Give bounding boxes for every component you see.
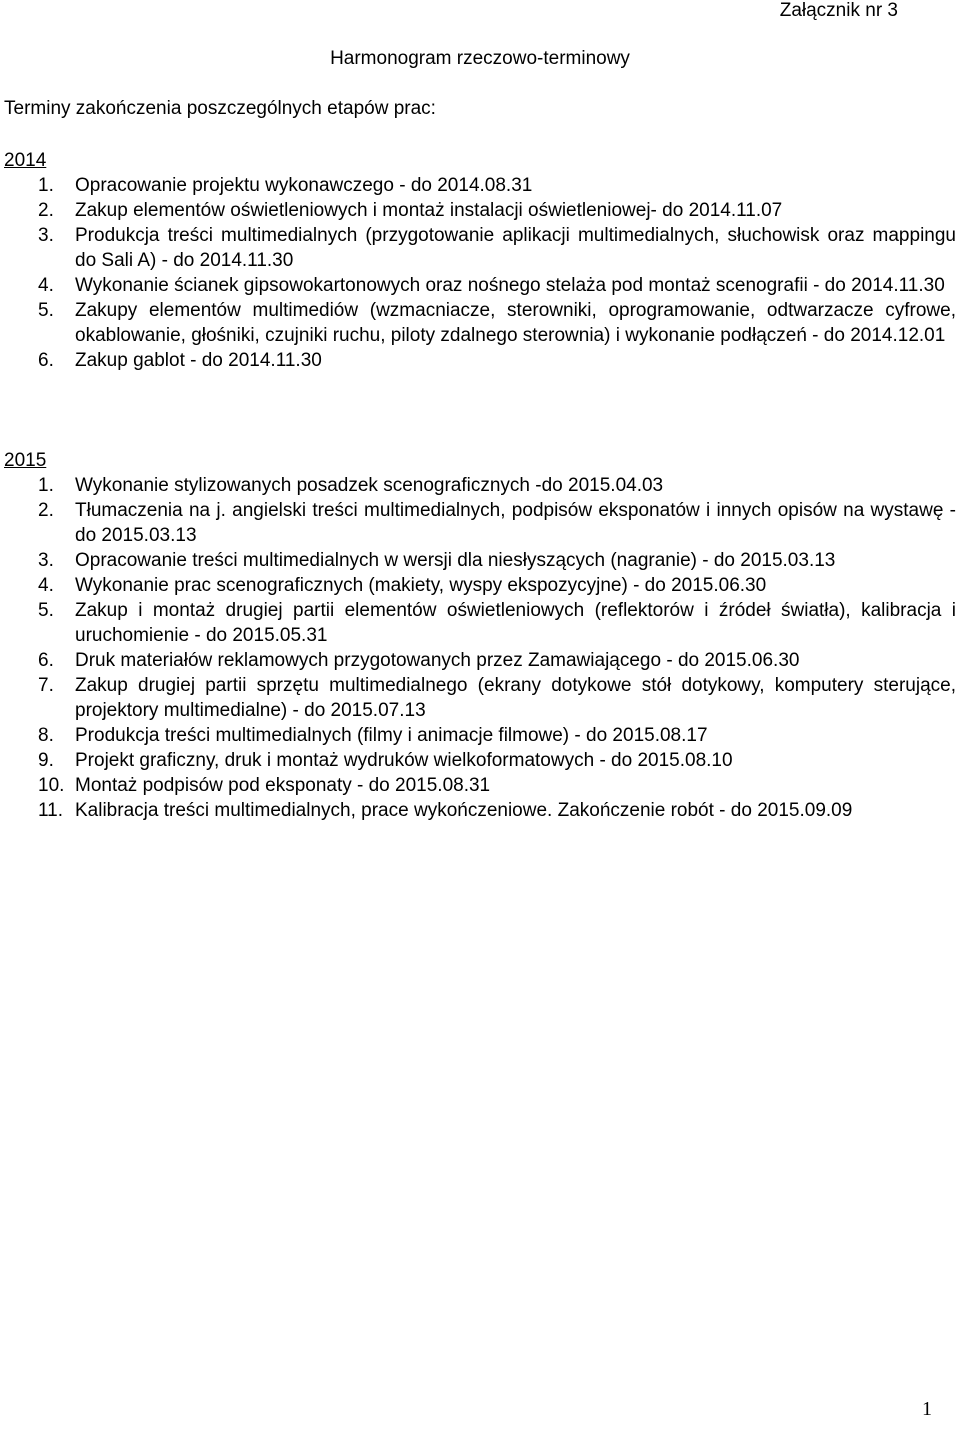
year-heading: 2014 xyxy=(4,150,47,171)
list-item xyxy=(4,648,956,673)
list-item xyxy=(4,723,956,748)
item-text: Tłumaczenia na j. angielski treści multimedialnych, podpisów eksponatów i innych opisów na wystawę - do 2015.03.13 xyxy=(75,500,956,546)
item-number: 5. xyxy=(38,600,54,621)
list-item xyxy=(4,548,956,573)
milestone-list xyxy=(4,473,956,823)
item-text: Wykonanie prac scenograficznych (makiety, wyspy ekspozycyjne) - do 2015.06.30 xyxy=(75,575,767,596)
year-section-2015 xyxy=(4,448,956,823)
year-section-2014 xyxy=(4,148,956,373)
item-number: 6. xyxy=(38,650,54,671)
item-text: Projekt graficzny, druk i montaż wydruków wielkoformatowych - do 2015.08.10 xyxy=(75,750,733,771)
item-text: Kalibracja treści multimedialnych, prace wykończeniowe. Zakończenie robót - do 2015.09.09 xyxy=(75,800,853,821)
list-item xyxy=(4,198,956,223)
item-text: Opracowanie projektu wykonawczego - do 2014.08.31 xyxy=(75,175,533,196)
list-item xyxy=(4,498,956,548)
list-item xyxy=(4,473,956,498)
item-text: Zakup drugiej partii sprzętu multimedialnego (ekrany dotykowe stół dotykowy, komputery sterujące, projektory multimedialne) - do 2015.07.13 xyxy=(75,675,956,721)
item-number: 6. xyxy=(38,350,54,371)
item-number: 8. xyxy=(38,725,54,746)
milestone-list xyxy=(4,173,956,373)
list-item xyxy=(4,273,956,298)
item-number: 11. xyxy=(38,800,64,821)
item-text: Zakup i montaż drugiej partii elementów oświetleniowych (reflektorów i źródeł światła), kalibracja i uruchomienie - do 2015.05.31 xyxy=(75,600,956,646)
item-text: Wykonanie ścianek gipsowokartonowych oraz nośnego stelaża pod montaż scenografii - do 2014.11.30 xyxy=(75,275,945,296)
list-item xyxy=(4,573,956,598)
year-heading: 2015 xyxy=(4,450,47,471)
item-number: 5. xyxy=(38,300,54,321)
attachment-label: Załącznik nr 3 xyxy=(779,0,898,21)
item-number: 9. xyxy=(38,750,54,771)
list-item xyxy=(4,223,956,273)
item-number: 4. xyxy=(38,575,54,596)
item-text: Wykonanie stylizowanych posadzek scenograficznych -do 2015.04.03 xyxy=(75,475,664,496)
list-item xyxy=(4,773,956,798)
item-number: 10. xyxy=(38,775,65,796)
item-text: Produkcja treści multimedialnych (przygotowanie aplikacji multimedialnych, słuchowisk oraz mappingu do Sali A) - do 2014.11.30 xyxy=(75,225,956,271)
item-text: Zakup gablot - do 2014.11.30 xyxy=(75,350,322,371)
item-number: 1. xyxy=(38,175,54,196)
document-subtitle: Terminy zakończenia poszczególnych etapów prac: xyxy=(4,98,436,119)
item-text: Opracowanie treści multimedialnych w wersji dla niesłyszących (nagranie) - do 2015.03.13 xyxy=(75,550,836,571)
item-number: 4. xyxy=(38,275,54,296)
list-item xyxy=(4,798,956,823)
list-item xyxy=(4,673,956,723)
list-item xyxy=(4,298,956,348)
page-number: 1 xyxy=(922,1398,932,1420)
item-text: Montaż podpisów pod eksponaty - do 2015.08.31 xyxy=(75,775,491,796)
item-number: 7. xyxy=(38,675,54,696)
list-item xyxy=(4,348,956,373)
item-number: 2. xyxy=(38,500,54,521)
list-item xyxy=(4,748,956,773)
item-text: Druk materiałów reklamowych przygotowanych przez Zamawiającego - do 2015.06.30 xyxy=(75,650,800,671)
list-item xyxy=(4,598,956,648)
item-number: 2. xyxy=(38,200,54,221)
item-number: 1. xyxy=(38,475,54,496)
item-text: Zakup elementów oświetleniowych i montaż instalacji oświetleniowej- do 2014.11.07 xyxy=(75,200,783,221)
item-number: 3. xyxy=(38,550,54,571)
document-title: Harmonogram rzeczowo-terminowy xyxy=(330,48,630,69)
item-number: 3. xyxy=(38,225,54,246)
item-text: Zakupy elementów multimediów (wzmacniacze, sterowniki, oprogramowanie, odtwarzacze cyfrowe, okablowanie, głośniki, czujniki ruchu, piloty zdalnego sterownia) i wykonanie podłączeń - do 2014.12.01 xyxy=(75,300,956,346)
list-item xyxy=(4,173,956,198)
item-text: Produkcja treści multimedialnych (filmy i animacje filmowe) - do 2015.08.17 xyxy=(75,725,708,746)
